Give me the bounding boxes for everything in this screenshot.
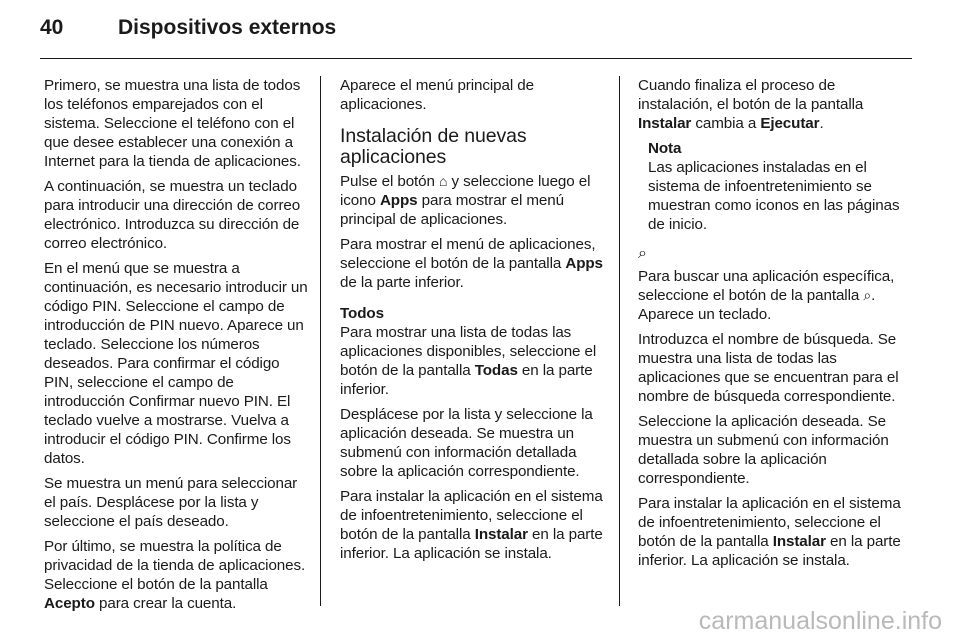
header-rule (40, 58, 912, 59)
paragraph-select-app: Seleccione la aplicación deseada. Se muestra un submenú con información detallada sobre la aplicación correspondiente. (638, 413, 889, 487)
subheading-todos: Todos (340, 305, 384, 322)
note-title: Nota (648, 140, 682, 157)
paragraph-email: A continuación, se muestra un teclado para introducir una dirección de correo electrónico. Introduzca su dirección de correo electrónico. (44, 178, 301, 252)
install-label-2: Instalar (638, 115, 692, 132)
watermark: carmanualsonline.info (698, 607, 942, 635)
column-right (638, 76, 904, 576)
install-label: Instalar (474, 526, 528, 543)
paragraph-install-finished: Cuando finaliza el proceso de instalación, el botón de la pantalla Instalar cambia a Ejecutar. (638, 77, 864, 132)
search-icon-inline: ⌕ (863, 287, 872, 303)
column-divider-right (619, 76, 620, 606)
paragraph-phone-list: Primero, se muestra una lista de todos los teléfonos emparejados con el sistema. Seleccione el teléfono con el que desee establecer una conexión a Internet para la tienda de aplicaciones. (44, 77, 301, 170)
section-heading-install: Instalación de nuevas aplicaciones (340, 125, 527, 168)
paragraph-main-menu: Aparece el menú principal de aplicaciones. (340, 77, 534, 113)
paragraph-privacy: Por último, se muestra la política de privacidad de la tienda de aplicaciones. Seleccione el botón de la pantalla Acepto para crear la cuenta. (44, 538, 306, 612)
accept-label: Acepto (44, 595, 95, 612)
column-middle (340, 76, 606, 569)
search-icon: ⌕ (638, 245, 647, 262)
paragraph-install: Para instalar la aplicación en el sistema de infoentretenimiento, seleccione el botón de la pantalla Instalar en la parte inferior. La aplicación se instala. (340, 488, 603, 562)
page-header (0, 0, 960, 62)
note-box (638, 139, 904, 234)
apps-label: Apps (379, 192, 418, 209)
paragraph-install-2: Para instalar la aplicación en el sistema de infoentretenimiento, seleccione el botón de la pantalla Instalar en la parte inferior. La aplicación se instala. (638, 495, 901, 569)
page-title: Dispositivos externos (118, 16, 337, 39)
column-divider-left (320, 76, 321, 606)
apps-label-2: Apps (565, 255, 603, 272)
paragraph-scroll-select: Desplácese por la lista y seleccione la aplicación deseada. Se muestra un submenú con información detallada sobre la aplicación correspondiente. (340, 406, 593, 480)
home-icon: ⌂ (438, 173, 448, 189)
todas-label: Todas (474, 362, 518, 379)
run-label: Ejecutar (760, 115, 820, 132)
paragraph-home-apps: Pulse el botón ⌂ y seleccione luego el icono Apps para mostrar el menú principal de aplicaciones. (340, 173, 591, 228)
paragraph-country: Se muestra un menú para seleccionar el país. Desplácese por la lista y seleccione el país deseado. (44, 475, 298, 530)
paragraph-search-name: Introduzca el nombre de búsqueda. Se muestra una lista de todas las aplicaciones que se encuentran para el nombre de búsqueda correspondiente. (638, 331, 899, 405)
column-left (40, 76, 308, 619)
page-number: 40 (40, 16, 64, 39)
paragraph-apps-menu: Para mostrar el menú de aplicaciones, seleccione el botón de la pantalla Apps de la parte inferior. (340, 236, 603, 291)
paragraph-all-list: Para mostrar una lista de todas las aplicaciones disponibles, seleccione el botón de la pantalla Todas en la parte inferior. (340, 324, 597, 398)
note-text: Las aplicaciones instaladas en el sistema de infoentretenimiento se muestran como iconos en las páginas de inicio. (648, 159, 900, 233)
install-label-3: Instalar (772, 533, 826, 550)
paragraph-search: Para buscar una aplicación específica, seleccione el botón de la pantalla ⌕. Aparece un teclado. (638, 268, 895, 323)
paragraph-pin: En el menú que se muestra a continuación, es necesario introducir un código PIN. Seleccione el campo de introducción de PIN nuevo. Aparece un teclado. Seleccione los números deseados. Para confirmar el código PIN, seleccione el campo de introducción Confirmar nuevo PIN. El teclado vuelve a mostrarse. Vuelva a introducir el código PIN. Confirme los datos. (44, 260, 308, 467)
